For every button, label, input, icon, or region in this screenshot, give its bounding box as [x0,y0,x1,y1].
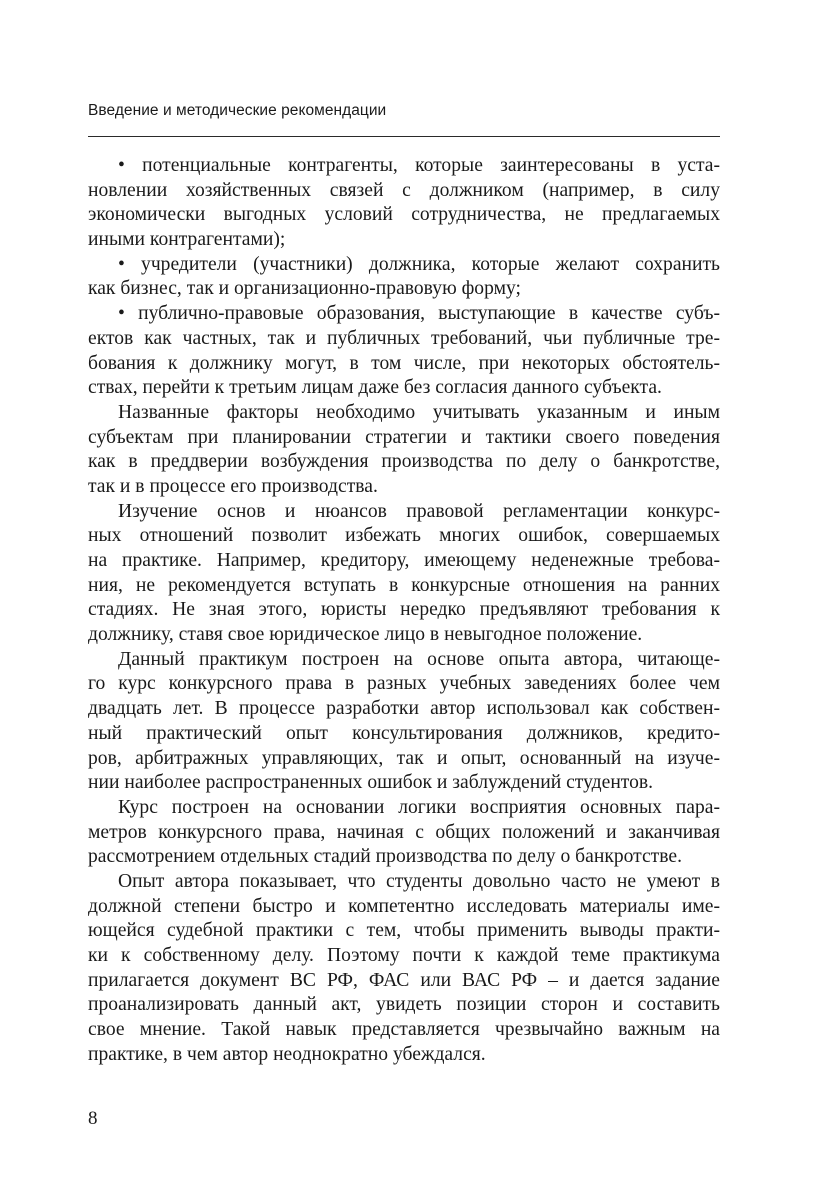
text-line: Опыт автора показывает, что студенты довольно часто не умеют в [118,870,720,892]
text-line: субъектам при планировании стратегии и тактики своего поведения [88,426,720,448]
text-line: новлении хозяйственных связей с должником (например, в силу [88,179,720,201]
text-line: проанализировать данный акт, увидеть позиции сторон и составить [88,994,720,1016]
text-line: так и в процессе его производства. [88,475,378,497]
text-line: нии наиболее распространенных ошибок и заблуждений студентов. [88,772,654,794]
text-line: Названные факторы необходимо учитывать указанным и иным [118,401,720,423]
page-number: 8 [88,1108,98,1129]
text-line: должной степени быстро и компетентно исследовать материалы име- [88,895,720,917]
text-line: ния, не рекомендуется вступать в конкурсные отношения на ранних [88,574,720,596]
text-line: • учредители (участники) должника, которые желают сохранить [118,253,720,275]
text-line: свое мнение. Такой навык представляется чрезвычайно важным на [88,1019,720,1041]
text-line: ектов как частных, так и публичных требований, чьи публичные тре- [88,327,720,349]
header-rule [88,136,720,137]
text-line: как в преддверии возбуждения производства по делу о банкротстве, [88,451,720,473]
running-head-title: Введение и методические рекомендации [88,102,387,119]
text-line: Курс построен на основании логики восприятия основных пара- [118,796,720,818]
body-text [88,154,720,1067]
text-line: двадцать лет. В процессе разработки автор использовал как собствен- [88,698,720,720]
text-line: ных отношений позволит избежать многих ошибок, совершаемых [88,525,720,547]
text-line: прилагается документ ВС РФ, ФАС или ВАС РФ – и дается задание [88,969,720,991]
text-line: должнику, ставя свое юридическое лицо в невыгодное положение. [88,624,643,646]
text-line: бования к должнику могут, в том числе, при некоторых обстоятель- [88,352,720,374]
text-line: практике, в чем автор неоднократно убеждался. [88,1043,486,1065]
text-line: ный практический опыт консультирования должников, кредито- [88,722,720,744]
text-line: ствах, перейти к третьим лицам даже без согласия данного субъекта. [88,377,662,399]
text-line: • публично-правовые образования, выступающие в качестве субъ- [118,303,720,325]
text-line: метров конкурсного права, начиная с общих положений и заканчивая [88,821,720,843]
text-line: Данный практикум построен на основе опыта автора, читающе- [118,648,720,670]
text-line: го курс конкурсного права в разных учебных заведениях более чем [88,673,720,695]
text-line: иными контрагентами); [88,229,286,251]
text-line: • потенциальные контрагенты, которые заинтересованы в уста- [118,155,720,176]
text-line: ющейся судебной практики с тем, чтобы применить выводы практи- [88,920,720,942]
text-line: на практике. Например, кредитору, имеющему неденежные требова- [88,550,720,571]
text-line: рассмотрением отдельных стадий производства по делу о банкротстве. [88,846,682,868]
text-line: как бизнес, так и организационно-правовую форму; [88,278,521,300]
text-line: Изучение основ и нюансов правовой регламентации конкурс- [118,500,720,522]
text-line: экономически выгодных условий сотрудничества, не предлагаемых [88,204,720,226]
text-line: ки к собственному делу. Поэтому почти к каждой теме практикума [88,945,720,966]
text-line: ров, арбитражных управляющих, так и опыт, основанный на изуче- [88,747,720,769]
text-line: стадиях. Не зная этого, юристы нередко предъявляют требования к [88,599,720,621]
